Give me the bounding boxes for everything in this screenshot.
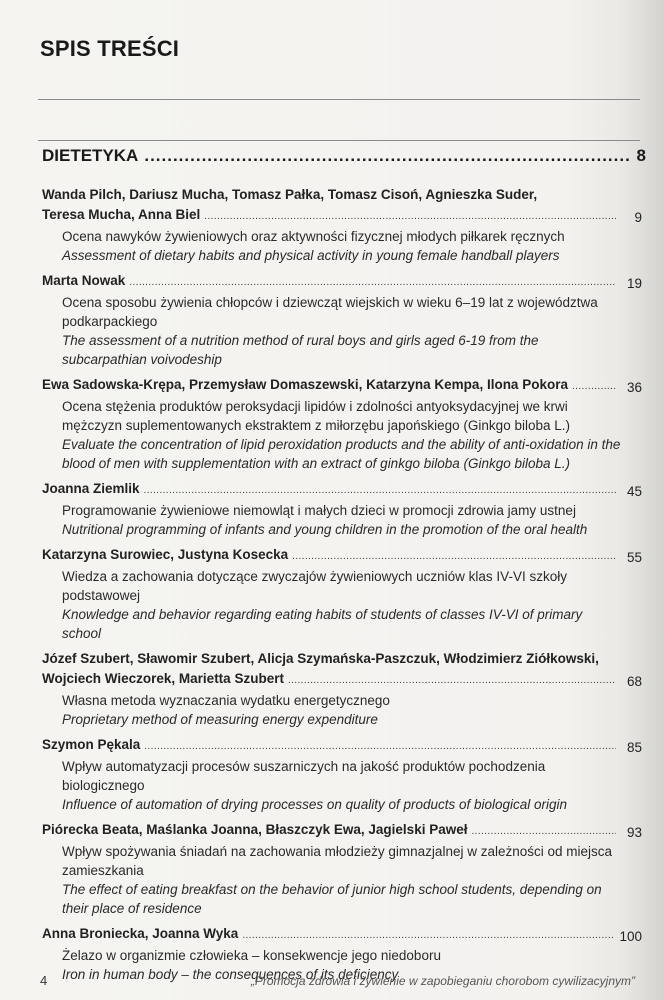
toc-entry: [42, 735, 642, 814]
entry-author-line: [42, 479, 642, 501]
entry-title-pl: Własna metoda wyznaczania wydatku energetycznego: [62, 693, 390, 708]
toc-entry: [42, 271, 642, 369]
entry-title-pl: Programowanie żywieniowe niemowląt i małych dzieci w promocji zdrowia jamy ustnej: [62, 503, 576, 518]
entry-title-en: Evaluate the concentration of lipid peroxidation products and the ability of anti-oxidation in the blood of men with supplementation with an extract of ginkgo biloba (Ginkgo biloba L.): [62, 437, 621, 471]
entry-titles: [42, 691, 624, 729]
entry-author-line: [42, 205, 642, 227]
entry-titles: [42, 501, 624, 539]
entry-authors: Anna Broniecka, Joanna Wyka: [42, 926, 239, 941]
entry-title-pl: Ocena nawyków żywieniowych oraz aktywności fizycznej młodych piłkarek ręcznych: [62, 229, 565, 244]
entry-page-number: 100: [619, 929, 642, 944]
entry-titles: [42, 293, 624, 369]
leader-dots: [129, 273, 616, 293]
entry-titles: [42, 227, 624, 265]
entry-author-line: [42, 924, 642, 946]
entry-authors: Wojciech Wieczorek, Marietta Szubert: [42, 671, 284, 686]
entry-title-en: Iron in human body – the consequences of its deficiency: [62, 967, 399, 982]
section-heading: [42, 146, 646, 166]
section-page-number: 8: [636, 146, 646, 165]
entry-title-en: Proprietary method of measuring energy expenditure: [62, 712, 378, 727]
toc-entry: [42, 545, 642, 643]
entry-titles: [42, 397, 624, 473]
page-title: SPIS TREŚCI: [40, 36, 180, 61]
footer-running-title: „Promocja zdrowia i żywienie w zapobieganiu chorobom cywilizacyjnym”: [250, 974, 635, 988]
entry-title-en: The assessment of a nutrition method of rural boys and girls aged 6-19 from the subcarpathian voivodeship: [62, 333, 539, 367]
entry-page-number: 45: [626, 484, 642, 499]
entry-page-number: 85: [626, 740, 642, 755]
entry-authors: Szymon Pękala: [42, 737, 141, 752]
entry-authors-line1: Józef Szubert, Sławomir Szubert, Alicja Szymańska-Paszczuk, Włodzimierz Ziółkowski,: [42, 651, 599, 666]
toc-entry: [42, 185, 642, 265]
divider-bottom: [38, 140, 640, 141]
leader-dots: [288, 671, 616, 691]
entry-authors: Teresa Mucha, Anna Biel: [42, 207, 201, 222]
section-title: DIETETYKA: [42, 146, 139, 165]
entry-page-number: 36: [626, 380, 642, 395]
entry-authors: Piórecka Beata, Maślanka Joanna, Błaszczyk Ewa, Jagielski Paweł: [42, 822, 468, 837]
entry-authors-line1: Wanda Pilch, Dariusz Mucha, Tomasz Pałka, Tomasz Cisoń, Agnieszka Suder,: [42, 187, 538, 202]
leader-dots: [144, 146, 630, 166]
entry-author-line: [42, 735, 642, 757]
entry-authors: Ewa Sadowska-Krępa, Przemysław Domaszewski, Katarzyna Kempa, Ilona Pokora: [42, 377, 568, 392]
toc-entry: [42, 479, 642, 539]
entry-title-en: Knowledge and behavior regarding eating habits of students of classes IV-VI of primary school: [62, 607, 583, 641]
entry-author-line: [42, 375, 642, 397]
entry-page-number: 68: [626, 674, 642, 689]
toc-entry: [42, 375, 642, 473]
toc-entry: [42, 649, 642, 729]
entry-author-line: [42, 820, 642, 842]
leader-dots: [242, 926, 615, 946]
footer-page-number: 4: [40, 973, 48, 988]
leader-dots: [572, 377, 616, 397]
entry-authors: Katarzyna Surowiec, Justyna Kosecka: [42, 547, 289, 562]
entry-authors: Joanna Ziemlik: [42, 481, 140, 496]
entry-title-pl: Wpływ automatyzacji procesów suszarniczych na jakość produktów pochodzenia biologicznego: [62, 759, 546, 793]
entry-titles: [42, 567, 624, 643]
entry-author-line: [42, 271, 642, 293]
entry-title-pl: Ocena stężenia produktów peroksydacji lipidów i zdolności antyoksydacyjnej we krwi mężczyzn suplementowanych ekstraktem z miłorzębu japońskiego (Ginkgo biloba L.): [62, 399, 570, 433]
entry-author-line: [42, 669, 642, 691]
entry-title-en: Assessment of dietary habits and physical activity in young female handball players: [62, 248, 560, 263]
entry-titles: [42, 842, 624, 918]
entry-title-en: Nutritional programming of infants and young children in the promotion of the oral health: [62, 522, 588, 537]
toc-entries: [42, 185, 642, 990]
toc-entry: [42, 820, 642, 918]
leader-dots: [471, 822, 616, 842]
leader-dots: [204, 207, 616, 227]
entry-title-pl: Wiedza a zachowania dotyczące zwyczajów żywieniowych uczniów klas IV-VI szkoły podstawowej: [62, 569, 567, 603]
entry-title-pl: Wpływ spożywania śniadań na zachowania młodzieży gimnazjalnej w zależności od miejsca zamieszkania: [62, 844, 613, 878]
leader-dots: [292, 547, 616, 567]
entry-author-line: [42, 545, 642, 567]
divider-top: [38, 99, 640, 100]
entry-page-number: 55: [626, 550, 642, 565]
entry-title-en: The effect of eating breakfast on the behavior of junior high school students, depending on their place of residence: [62, 882, 602, 916]
entry-page-number: 9: [634, 210, 642, 225]
leader-dots: [144, 481, 616, 501]
entry-title-en: Influence of automation of drying processes on quality of products of biological origin: [62, 797, 568, 812]
entry-title-pl: Żelazo w organizmie człowieka – konsekwencje jego niedoboru: [62, 948, 441, 963]
entry-title-pl: Ocena sposobu żywienia chłopców i dziewcząt wiejskich w wieku 6–19 lat z województwa podkarpackiego: [62, 295, 598, 329]
entry-page-number: 19: [626, 276, 642, 291]
entry-authors: Marta Nowak: [42, 273, 126, 288]
entry-page-number: 93: [626, 825, 642, 840]
leader-dots: [144, 737, 616, 757]
entry-titles: [42, 757, 624, 814]
